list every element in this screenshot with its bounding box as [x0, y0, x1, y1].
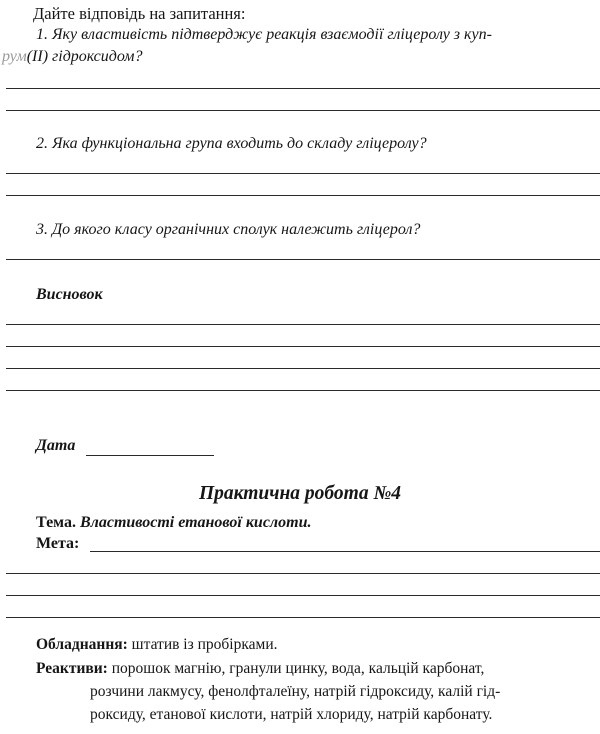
practical-work-title: Практична робота №4 [198, 483, 402, 504]
topic-row [36, 514, 311, 532]
question-1-faded-prefix: рум [2, 48, 27, 65]
answer-line [6, 324, 600, 325]
equipment-label: Обладнання: [36, 636, 128, 653]
reagents-line-2: розчини лакмусу, фенолфталеїну, натрій гідроксиду, калій гід- [90, 683, 501, 700]
answer-line [6, 390, 600, 391]
answer-line [6, 195, 600, 196]
answer-line [6, 617, 600, 618]
conclusion-label: Висновок [36, 286, 103, 303]
answer-line [6, 88, 600, 89]
reagents-label: Реактиви: [36, 660, 108, 677]
aim-line [90, 551, 600, 552]
answer-line [6, 595, 600, 596]
answer-line [6, 573, 600, 574]
date-label: Дата [36, 437, 76, 454]
topic-label: Тема. [36, 514, 76, 531]
date-line [86, 455, 214, 456]
aim-label: Мета: [36, 535, 80, 552]
answer-line [6, 110, 600, 111]
answer-line [6, 173, 600, 174]
topic-value: Властивості етанової кислоти. [79, 514, 312, 531]
question-1-line-2 [2, 48, 142, 66]
question-1-line-1: 1. Яку властивість підтверджує реакція взаємодії гліцеролу з куп- [36, 26, 492, 43]
answer-line [6, 368, 600, 369]
reagents-row [36, 660, 484, 678]
answer-line [6, 259, 600, 260]
question-1-continuation: (ІІ) гідроксидом? [26, 48, 143, 65]
reagents-line-3: роксиду, етанової кислоти, натрій хлориду, натрій карбонату. [90, 706, 493, 723]
instructions-heading: Дайте відповідь на запитання: [33, 4, 246, 23]
reagents-line-1: порошок магнію, гранули цинку, вода, кальцій карбонат, [111, 660, 485, 677]
equipment-row [36, 636, 278, 654]
question-3: 3. До якого класу органічних сполук належить гліцерол? [36, 221, 421, 238]
question-2: 2. Яка функціональна група входить до складу гліцеролу? [36, 135, 427, 152]
equipment-value: штатив із пробірками. [131, 636, 278, 653]
answer-line [6, 346, 600, 347]
